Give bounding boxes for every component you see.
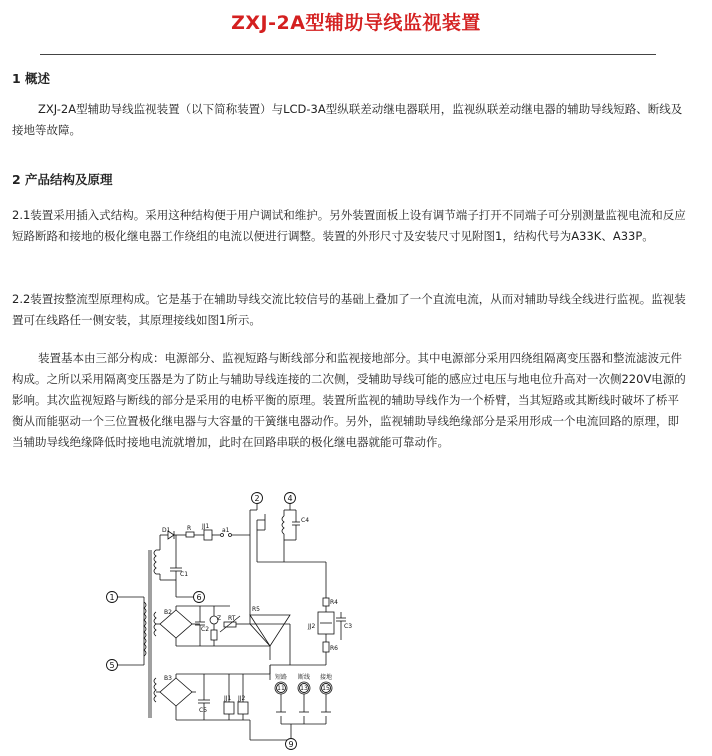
structure-paragraph-composition: 装置基本由三部分构成：电源部分、监视短路与断线部分和监视接地部分。其中电源部分采用四绕组隔离变压器和整流滤波元件构成。之所以采用隔离变压器是为了防止与辅助导线连接的二次侧，受辅助导线可能的感应过电压与地电位升高对一次侧220V电源的影响。其次监视短路与断线的部分是采用的电桥平衡的原理。装置所监视的辅助导线作为一个桥臂，当其短路或其断线时破坏了桥平衡从而能驱动一个三位置极化继电器与大容量的干簧继电器动作。另外，监视辅助导线绝缘部分是采用形成一个电流回路的原理，即当辅助导线绝缘降低时接地电流就增加，此时在回路串联的极化继电器就能可靠动作。 [12,351,686,449]
label-r5: R5 [252,606,260,613]
lamp-caption-open-line: 断线 [297,674,311,681]
label-r: R [187,525,192,532]
label-c2: C2 [201,626,210,633]
label-a1: a1 [222,527,230,534]
label-c5: C5 [199,707,208,714]
section-heading-structure: 2 产品结构及原理 [12,172,113,187]
label-d1: D1 [162,527,171,534]
label-jj1-bottom: JJ1 [224,695,232,702]
terminal-label-15: 15 [322,685,330,692]
lamp-caption-short-circuit: 短路 [274,674,288,681]
terminal-label-6: 6 [196,593,202,602]
label-b3: B3 [164,675,172,682]
label-z: Z [217,615,222,622]
section-heading-overview: 1 概述 [12,71,51,86]
label-jjq: JJ2 [308,623,316,630]
document-title: ZXJ-2A型辅助导线监视装置 [231,12,481,34]
terminal-label-11: 11 [277,685,285,692]
terminal-label-13: 13 [300,685,308,692]
label-c3: C3 [344,623,353,630]
label-b2: B2 [164,609,172,616]
label-rt: RT [228,615,236,622]
label-jj2-bottom: JJ2 [238,695,246,702]
lamp-caption-ground: 接地 [319,674,333,681]
circuit-diagram [100,490,360,754]
label-c4: C4 [301,517,310,524]
structure-paragraph-2-1: 2.1装置采用插入式结构。采用这种结构便于用户调试和维护。另外装置面板上设有调节端子打开不同端子可分别测量监视电流和反应短路断路和接地的极化继电器工作绕组的电流以便进行调整。装置的外形尺寸及安装尺寸见附图1，结构代号为A33K、A33P。 [12,208,686,243]
terminal-label-1: 1 [109,593,115,602]
terminal-label-2: 2 [254,494,260,503]
terminal-label-9: 9 [288,740,294,749]
overview-paragraph: ZXJ-2A型辅助导线监视装置（以下简称装置）与LCD-3A型纵联差动继电器联用，监视纵联差动继电器的辅助导线短路、断线及接地等故障。 [12,102,683,137]
label-c1: C1 [180,571,189,578]
circuit-diagram-svg [100,490,360,754]
label-r6: R6 [330,645,338,652]
terminal-label-5: 5 [109,661,115,670]
terminal-label-4: 4 [287,494,293,503]
label-r4: R4 [330,599,338,606]
label-jj1-top: JJ1 [202,523,210,530]
title-divider [40,54,656,55]
structure-paragraph-2-2: 2.2装置按整流型原理构成。它是基于在辅助导线交流比较信号的基础上叠加了一个直流电流，从而对辅助导线全线进行监视。监视装置可在线路任一侧安装，其原理接线如图1所示。 [12,292,686,327]
